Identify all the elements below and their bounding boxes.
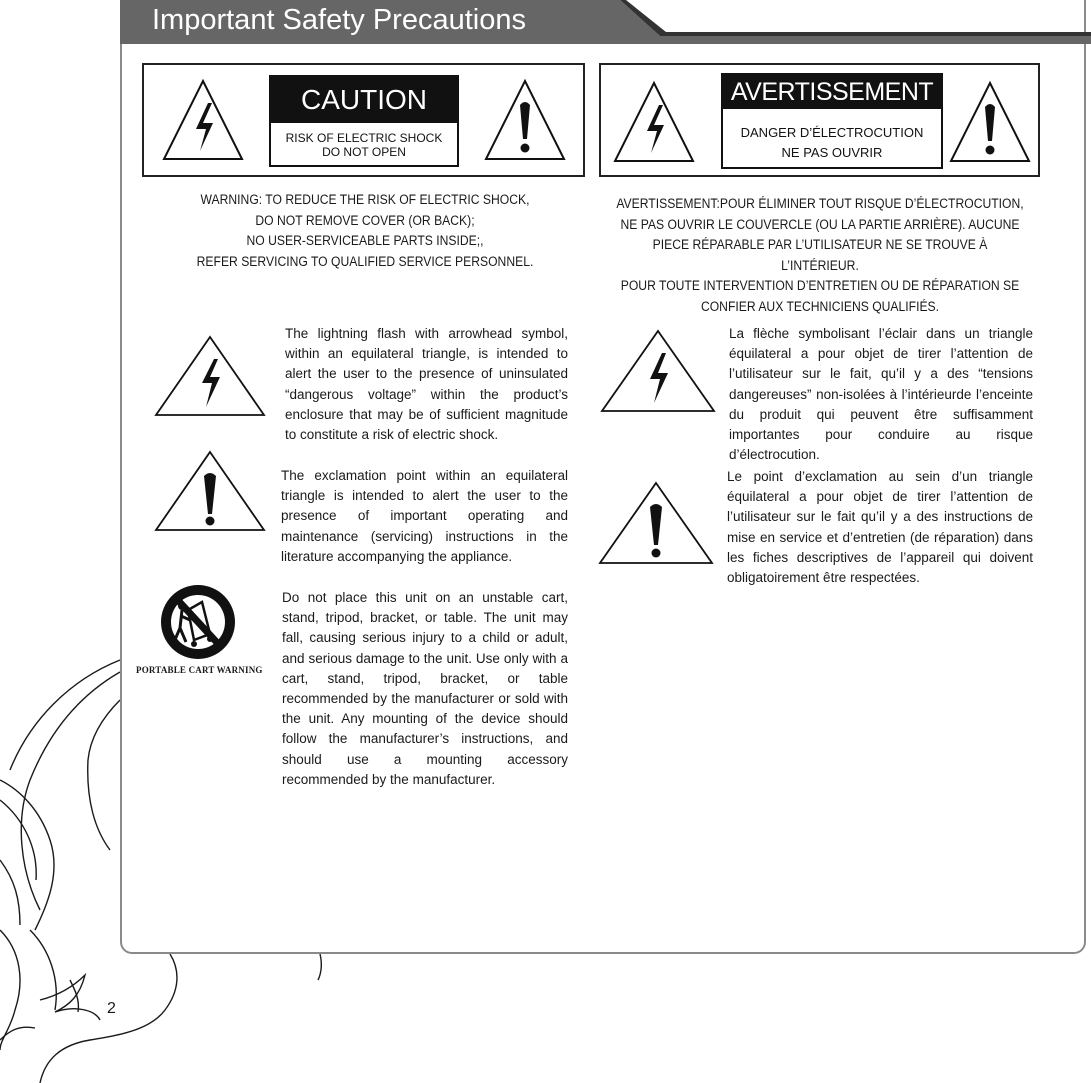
avertissement-sub-line-2: NE PAS OUVRIR [781,145,883,160]
warning-line: CONFIER AUX TECHNICIENS QUALIFIÉS. [700,298,940,314]
exclamation-description-english: The exclamation point within an equilateral triangle is intended to alert the user to the presence of important operating and maintenance (servicing) instructions in the literature accompanying the appliance. [281,468,568,564]
exclamation-triangle-icon [947,79,1033,165]
warning-line: PIECE RÉPARABLE PAR L’UTILISATEUR NE SE TROUVE À L’INTÉRIEUR. [652,237,988,273]
warning-line: WARNING: TO REDUCE THE RISK OF ELECTRIC SHOCK, [200,192,530,207]
warning-line: NO USER-SERVICEABLE PARTS INSIDE;, [246,233,484,248]
lightning-description-english: The lightning flash with arrowhead symbol, within an equilateral triangle, is intended to alert the user to the presence of uninsulated “dangerous voltage” within the product’s enclosure that may be of sufficient magnitude to constitute a risk of electric shock. [285,326,568,443]
avertissement-sub-line-1: DANGER D’ÉLECTROCUTION [740,125,924,140]
caution-sub-line-1: RISK OF ELECTRIC SHOCK [285,131,443,145]
warning-text-french [613,194,1027,317]
exclamation-triangle-icon [482,77,568,163]
exclamation-triangle-icon [598,481,714,565]
exclamation-description-french: Le point d’exclamation au sein d’un triangle équilateral a pour objet de tirer l’attention de l’utilisateur sur le fait qu’il y a des instructions de mise en service et d’entretien (de réparation) dans les fiches descriptives de l’appareil qui doivent obligatoirement être respectées. [727,469,1033,586]
lightning-description-french: La flèche symbolisant l’éclair dans un triangle équilateral a pour objet de tirer l’attention de l’utilisateur sur le fait, qu’il y a des “tensions dangereuses” non-isolées à l’intérieurde l’enceinte du produit qui peuvent être suffisamment importantes pour conduire au risque d’électrocution. [729,326,1033,463]
warning-line: NE PAS OUVRIR LE COUVERCLE (OU LA PARTIE ARRIÈRE). AUCUNE [620,216,1020,232]
warning-line: POUR TOUTE INTERVENTION D’ENTRETIEN OU DE RÉPARATION SE [620,278,1020,293]
warning-line: DO NOT REMOVE COVER (OR BACK); [255,212,475,228]
lightning-triangle-icon [611,79,697,165]
page-number: 2 [107,1000,116,1017]
lightning-triangle-icon [160,77,246,163]
caution-label [269,75,459,167]
warning-line: AVERTISSEMENT:POUR ÉLIMINER TOUT RISQUE D’ÉLECTROCUTION, [616,196,1024,211]
caution-box-french [599,63,1040,177]
portable-cart-warning-icon [150,582,246,662]
avertissement-label [721,73,943,169]
warning-line: REFER SERVICING TO QUALIFIED SERVICE PERSONNEL. [196,253,534,269]
cart-warning-caption: PORTABLE CART WARNING [136,665,263,675]
caution-box-english [142,63,585,177]
lightning-triangle-icon [154,335,266,417]
page-title: Important Safety Precautions [152,4,526,36]
lightning-triangle-icon [600,329,716,413]
exclamation-triangle-icon [154,450,266,532]
cart-description-english: Do not place this unit on an unstable cart, stand, tripod, bracket, or table. The unit may fall, causing serious injury to a child or adult, and serious damage to the unit. Use only with a cart, stand, tripod, bracket, or table recommended by the manufacturer or sold with the unit. Any mounting of the device should follow the manufacturer’s instructions, and should use a mounting accessory recommended by the manufacturer. [282,590,568,787]
caution-sub-line-2: DO NOT OPEN [322,145,406,159]
avertissement-label-head: AVERTISSEMENT [723,75,941,109]
caution-label-head: CAUTION [271,77,457,123]
warning-text-english [163,190,568,272]
